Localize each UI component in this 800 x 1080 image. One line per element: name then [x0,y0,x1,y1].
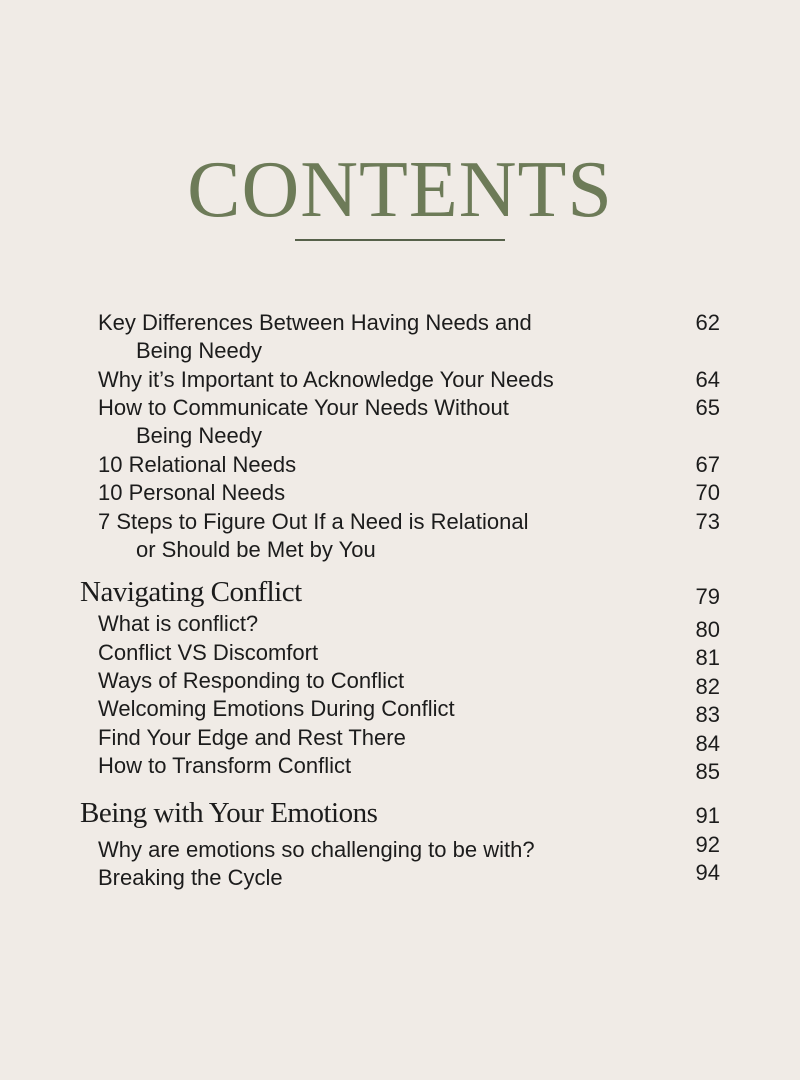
toc-entry[interactable] [98,511,528,561]
toc-entry[interactable]: Why are emotions so challenging to be with? [98,837,535,862]
section-page-number: 91 [695,803,720,828]
toc-entry[interactable]: Find Your Edge and Rest There [98,725,406,750]
toc-entry-label-continuation: or Should be Met by You [136,537,376,562]
toc-entry-label: Why it’s Important to Acknowledge Your Needs [98,367,554,392]
toc-entry[interactable]: Breaking the Cycle [98,865,283,890]
toc-entry-page: 92 [695,832,720,857]
toc-entry-page: 81 [695,645,720,670]
page-title: CONTENTS [187,146,613,234]
toc-entry[interactable]: How to Transform Conflict [98,753,352,778]
section-heading[interactable]: Being with Your Emotions [80,797,378,829]
toc-entry[interactable] [98,397,509,447]
section-heading[interactable]: Navigating Conflict [80,576,302,608]
toc-entry-page: 84 [695,731,720,756]
toc-entry-page: 64 [695,367,720,392]
toc-entry-label-continuation: Being Needy [136,423,262,448]
toc-entry[interactable] [98,482,285,504]
toc-entry-page: 82 [695,674,720,699]
toc-entry-page: 80 [695,617,720,642]
toc-entry[interactable] [98,369,554,391]
toc-entry-label: 10 Personal Needs [98,480,286,505]
toc-entry[interactable]: Ways of Responding to Conflict [98,668,405,693]
toc-entry-label: How to Communicate Your Needs Without [98,395,509,420]
toc-entry-page: 65 [695,395,720,420]
toc-entry-page: 85 [695,759,720,784]
toc-entry-label: 10 Relational Needs [98,452,297,477]
toc-entry[interactable]: What is conflict? [98,611,259,636]
section-page-number: 79 [695,584,720,609]
toc-entry-page: 94 [695,860,720,885]
toc-entry-page: 83 [695,702,720,727]
toc-entry[interactable] [98,312,532,362]
toc-entry-page: 70 [695,480,720,505]
toc-entry-page: 67 [695,452,720,477]
toc-entry-label: Key Differences Between Having Needs and [98,310,532,335]
toc-entry[interactable] [98,454,296,476]
toc-entry[interactable]: Welcoming Emotions During Conflict [98,696,455,721]
toc-entry-label: 7 Steps to Figure Out If a Need is Relational [98,509,529,534]
toc-entry-page: 73 [695,509,720,534]
toc-entry-page: 62 [695,310,720,335]
toc-entry-label-continuation: Being Needy [136,338,262,363]
toc-entry[interactable]: Conflict VS Discomfort [98,640,319,665]
